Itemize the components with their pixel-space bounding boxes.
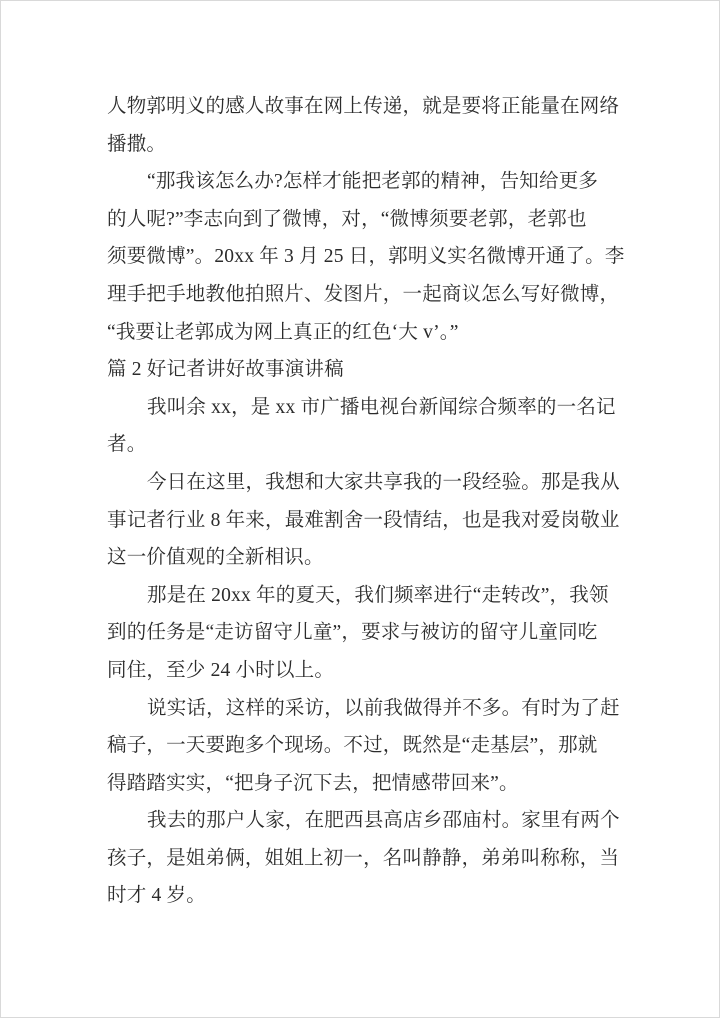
text-line: 说实话，这样的采访，以前我做得并不多。有时为了赶 bbox=[147, 697, 620, 719]
text-line: 那是在 20xx 年的夏天，我们频率进行“走转改”，我领 bbox=[147, 584, 609, 606]
text-line: 我叫余 xx，是 xx 市广播电视台新闻综合频率的一名记 bbox=[147, 396, 616, 418]
text-line: 稿子，一天要跑多个现场。不过，既然是“走基层”，那就 bbox=[107, 735, 598, 757]
text-line: 同住，至少 24 小时以上。 bbox=[107, 659, 335, 681]
text-line: 孩子，是姐弟俩，姐姐上初一，名叫静静，弟弟叫称称，当 bbox=[107, 847, 620, 869]
text-line: 我去的那户人家，在肥西县高店乡邵庙村。家里有两个 bbox=[147, 810, 620, 832]
text-line: 须要微博”。20xx 年 3 月 25 日，郭明义实名微博开通了。李 bbox=[107, 246, 625, 268]
text-line: 得踏踏实实，“把身子沉下去，把情感带回来”。 bbox=[107, 772, 519, 794]
text-line: 人物郭明义的感人故事在网上传递，就是要将正能量在网络 bbox=[107, 96, 620, 117]
text-line: “那我该怎么办?怎样才能把老郭的精神，告知给更多 bbox=[147, 171, 599, 193]
text-line: 理手把手地教他拍照片、发图片，一起商议怎么写好微博， bbox=[107, 283, 620, 305]
text-line: 到的任务是“走访留守儿童”，要求与被访的留守儿童同吃 bbox=[107, 622, 598, 644]
text-line: “我要让老郭成为网上真正的红色‘大 v’。” bbox=[107, 321, 459, 343]
text-line: 这一价值观的全新相识。 bbox=[107, 547, 324, 569]
text-line: 今日在这里，我想和大家共享我的一段经验。那是我从 bbox=[147, 471, 620, 493]
text-line: 的人呢?”李志向到了微博，对，“微博须要老郭，老郭也 bbox=[107, 208, 587, 230]
text-line: 事记者行业 8 年来，最难割舍一段情结，也是我对爱岗敬业 bbox=[107, 509, 620, 531]
text-line: 篇 2 好记者讲好故事演讲稿 bbox=[107, 359, 344, 381]
text-line: 播撒。 bbox=[107, 133, 167, 155]
document-body bbox=[107, 88, 623, 915]
text-line: 时才 4 岁。 bbox=[107, 885, 206, 907]
text-line: 者。 bbox=[107, 434, 147, 456]
